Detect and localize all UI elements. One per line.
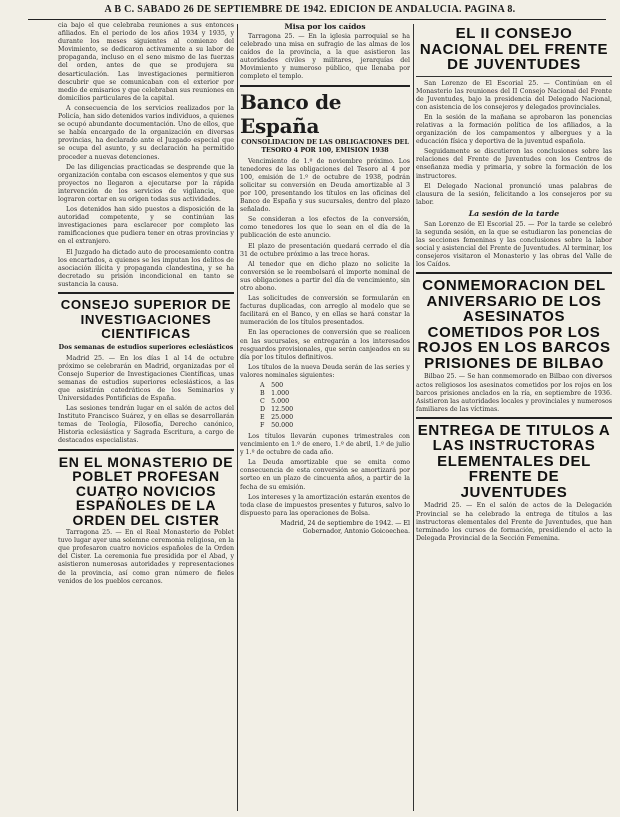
column-rule-1 bbox=[237, 24, 238, 811]
table-row: F 50.000 bbox=[260, 422, 294, 429]
series-table bbox=[260, 382, 299, 430]
article-paragraph: Los detenidos han sido puestos a disposición de la autoridad competente, y se continúan las investigaciones para esclarecer por completo las ramificaciones que pudiera tener en otras provincias y en el extranjero. bbox=[58, 206, 234, 246]
article-paragraph: Las solicitudes de conversión se formularán en facturas duplicadas, con arreglo al modelo que se facilitará en el Banco, y en ellas se hará constar la numeración de los títulos presentados. bbox=[240, 295, 410, 327]
article-paragraph: Seguidamente se discutieron las conclusiones sobre las relaciones del Frente de Juventudes con los Centros de enseñanza media y primaria, y sobre la formación de los instructores. bbox=[416, 148, 612, 180]
article-paragraph: Tarragona 25. — En la iglesia parroquial se ha celebrado una misa en sufragio de las almas de los caídos de la provincia, a la que asistieron las autoridades civiles y militares, jerarquías del Movimiento y numeroso público, que llenaba por completo el templo. bbox=[240, 33, 410, 81]
table-row: C 5.000 bbox=[260, 398, 290, 405]
section-divider bbox=[416, 417, 612, 419]
article-paragraph: Los intereses y la amortización estarán exentos de toda clase de impuestos presentes y futuros, salvo lo dispuesto para las operaciones de Bolsa. bbox=[240, 493, 410, 517]
table-row: A 500 bbox=[260, 382, 284, 389]
article-paragraph: Los títulos de la nueva Deuda serán de las series y valores nominales siguientes: bbox=[240, 363, 410, 379]
article-paragraph: El Delegado Nacional pronunció unas palabras de clausura de la sesión, felicitando a los consejeros por su labor. bbox=[416, 182, 612, 206]
article-paragraph: Bilbao 25. — Se han conmemorado en Bilbao con diversos actos religiosos los asesinatos cometidos por los rojos en los barcos prisiones anclados en la ría, en septiembre de 1936. Asistieron las autoridades locales y provinciales y numerosos familiares de las víctimas. bbox=[416, 373, 612, 413]
article-paragraph: A consecuencia de los servicios realizados por la Policía, han sido detenidos varios individuos, a quienes se ocupó abundante documentación. Uno de ellos, que se había encargado de la organización en diversas provincias, ha declarado ante el Juzgado especial que se ocupa del asunto, y su declaración ha permitido proceder a nuevas detenciones. bbox=[58, 104, 234, 161]
headline-consejo-nacional: EL II CONSEJO NACIONAL DEL FRENTE DE JUVENTUDES bbox=[419, 25, 609, 73]
article-paragraph: La Deuda amortizable que se emita como consecuencia de esta conversión se amortizará por sorteo en un plazo de cincuenta años, a partir de la fecha de su emisión. bbox=[240, 459, 410, 491]
article-paragraph: Al tenedor que en dicho plazo no solicite la conversión se le reembolsará el importe nominal de sus obligaciones a partir del día de vencimiento, sin otro abono. bbox=[240, 260, 410, 292]
article-paragraph: Madrid 25. — En los días 1 al 14 de octubre próximo se celebrarán en Madrid, organizadas por el Consejo Superior de Investigaciones Científicas, unas semanas de estudios superiores eclesiásticos, a las que asistirán catedráticos de los Seminarios y Universidades Pontificias de España. bbox=[58, 354, 234, 402]
column-3 bbox=[416, 22, 612, 813]
article-paragraph: cia bajo el que celebraba reuniones a sus entonces afiliados. En el periodo de los años 1934 y 1935, y durante los meses siguientes al comienzo del Movimiento, se dedicaron activamente a su labor de propaganda, incluso en el seno mismo de las fuerzas del orden, antes de que se produjera su desarticulación. Las investigaciones permitieron descubrir que se comunicaban con el exterior por medio de emisarios y que celebraban sus reuniones en domicilios particulares de la capital. bbox=[58, 22, 234, 102]
article-paragraph: Tarragona 25. — En el Real Monasterio de Poblet tuvo lugar ayer una solemne ceremonia religiosa, en la que profesaron cuatro novicios españoles de la Orden del Cister. La ceremonia fue presidida por el Abad, y asistieron numerosas autoridades y representaciones de la provincia, así como gran número de fieles venidos de los pueblos cercanos. bbox=[58, 529, 234, 585]
headline-poblet: EN EL MONASTERIO DE POBLET PROFESAN CUATRO NOVICIOS ESPAÑOLES DE LA ORDEN DEL CISTER bbox=[58, 453, 234, 528]
section-title-tarde: La sesión de la tarde bbox=[468, 208, 560, 218]
section-divider bbox=[416, 76, 612, 77]
table-row: B 1.000 bbox=[260, 390, 290, 397]
article-paragraph: El plazo de presentación quedará cerrado el día 31 de octubre próximo a las trece horas. bbox=[240, 242, 410, 258]
article-paragraph: En las operaciones de conversión que se realicen en las sucursales, se entregarán a los interesados resguardos provisionales, que serán canjeados en su día por los títulos definitivos. bbox=[240, 329, 410, 361]
column-rule-2 bbox=[413, 24, 414, 811]
article-paragraph: Madrid 25. — En el salón de actos de la Delegación Provincial se ha celebrado la entrega de títulos a las instructoras elementales del Frente de Juventudes, que han terminado los cursos de formación, presidiendo el acto la Delegada Provincial de la Sección Femenina. bbox=[416, 502, 612, 542]
article-signature: Madrid, 24 de septiembre de 1942. — El Gobernador, Antonio Goicoechea. bbox=[280, 519, 410, 535]
headline-conmemoracion: CONMEMORACION DEL ANIVERSARIO DE LOS ASESINATOS COMETIDOS POR LOS ROJOS EN LOS BARCOS PRISIONES DE BILBAO bbox=[417, 277, 611, 372]
article-paragraph: Vencimiento de 1.º de noviembre próximo. Los tenedores de las obligaciones del Tesoro al 4 por 100, emisión de 1.º de octubre de 1938, podrán solicitar su conversión en Deuda amortizable al 3 por 100, presentando los títulos en las oficinas del Banco de España y sus sucursales, dentro del plazo señalado. bbox=[240, 157, 410, 214]
section-divider bbox=[416, 272, 612, 274]
table-row: D 12.500 bbox=[260, 406, 294, 413]
section-divider bbox=[58, 292, 234, 294]
column-2 bbox=[240, 22, 410, 813]
headline-csic: CONSEJO SUPERIOR DE INVESTIGACIONES CIENTIFICAS bbox=[60, 297, 232, 341]
article-paragraph: En la sesión de la mañana se aprobaron las ponencias relativas a la formación política de los afiliados, a la organización de los campamentos y albergues y a la educación física y deportiva de la juventud española. bbox=[416, 113, 612, 146]
section-divider bbox=[58, 449, 234, 451]
article-paragraph: San Lorenzo de El Escorial 25. — Continúan en el Monasterio las reuniones del II Consejo Nacional del Frente de Juventudes, bajo la presidencia del Delegado Nacional, con asistencia de los consejeros y delegados provinciales. bbox=[416, 79, 612, 111]
article-paragraph: Los títulos llevarán cupones trimestrales con vencimiento en 1.º de enero, 1.º de abril, 1.º de julio y 1.º de octubre de cada año. bbox=[240, 433, 410, 457]
headline-misa: Misa por los caídos bbox=[284, 22, 366, 31]
article-paragraph: De las diligencias practicadas se desprende que la organización contaba con escasos elementos y que sus proyectos no llegaron a ejecutarse por la rápida intervención de los servicios de vigilancia, que lograron cortar en su origen todas sus actividades. bbox=[58, 163, 234, 203]
table-row: E 25.000 bbox=[260, 414, 294, 421]
subheadline-csic: Dos semanas de estudios superiores eclesiásticos bbox=[58, 343, 234, 351]
headline-entrega-titulos: ENTREGA DE TITULOS A LAS INSTRUCTORAS ELEMENTALES DEL FRENTE DE JUVENTUDES bbox=[417, 421, 611, 501]
section-divider bbox=[240, 85, 410, 87]
article-paragraph: Las sesiones tendrán lugar en el salón de actos del Instituto Francisco Suárez, y en ellas se desarrollarán temas de Teología, Filosofía, Derecho canónico, Historia eclesiástica y Sagrada Escritura, a cargo de destacados especialistas. bbox=[58, 405, 234, 445]
page-header: A B C. SABADO 26 DE SEPTIEMBRE DE 1942. EDICION DE ANDALUCIA. PAGINA 8. bbox=[104, 4, 516, 15]
column-1 bbox=[58, 22, 234, 813]
subheadline-banco: CONSOLIDACION DE LAS OBLIGACIONES DEL TESORO 4 POR 100, EMISION 1938 bbox=[241, 138, 409, 154]
headline-banco: Banco de España bbox=[240, 89, 342, 138]
article-paragraph: San Lorenzo de El Escorial 25. — Por la tarde se celebró la segunda sesión, en la que se estudiaron las ponencias de las secciones femeninas y las conclusiones sobre la labor social y asistencial del Frente de Juventudes. Al terminar, los consejeros visitaron el Monasterio y las obras del Valle de los Caídos. bbox=[416, 220, 612, 269]
header-rule bbox=[28, 19, 606, 20]
article-paragraph: Se consideran a los efectos de la conversión, como tenedores los que lo sean en el día de la publicación de este anuncio. bbox=[240, 216, 410, 240]
article-paragraph: El Juzgado ha dictado auto de procesamiento contra los encartados, a quienes se les imputan los delitos de asociación ilícita y propaganda clandestina, y se ha decretado su prisión incondicional en tanto se sustancia la causa. bbox=[58, 248, 234, 288]
